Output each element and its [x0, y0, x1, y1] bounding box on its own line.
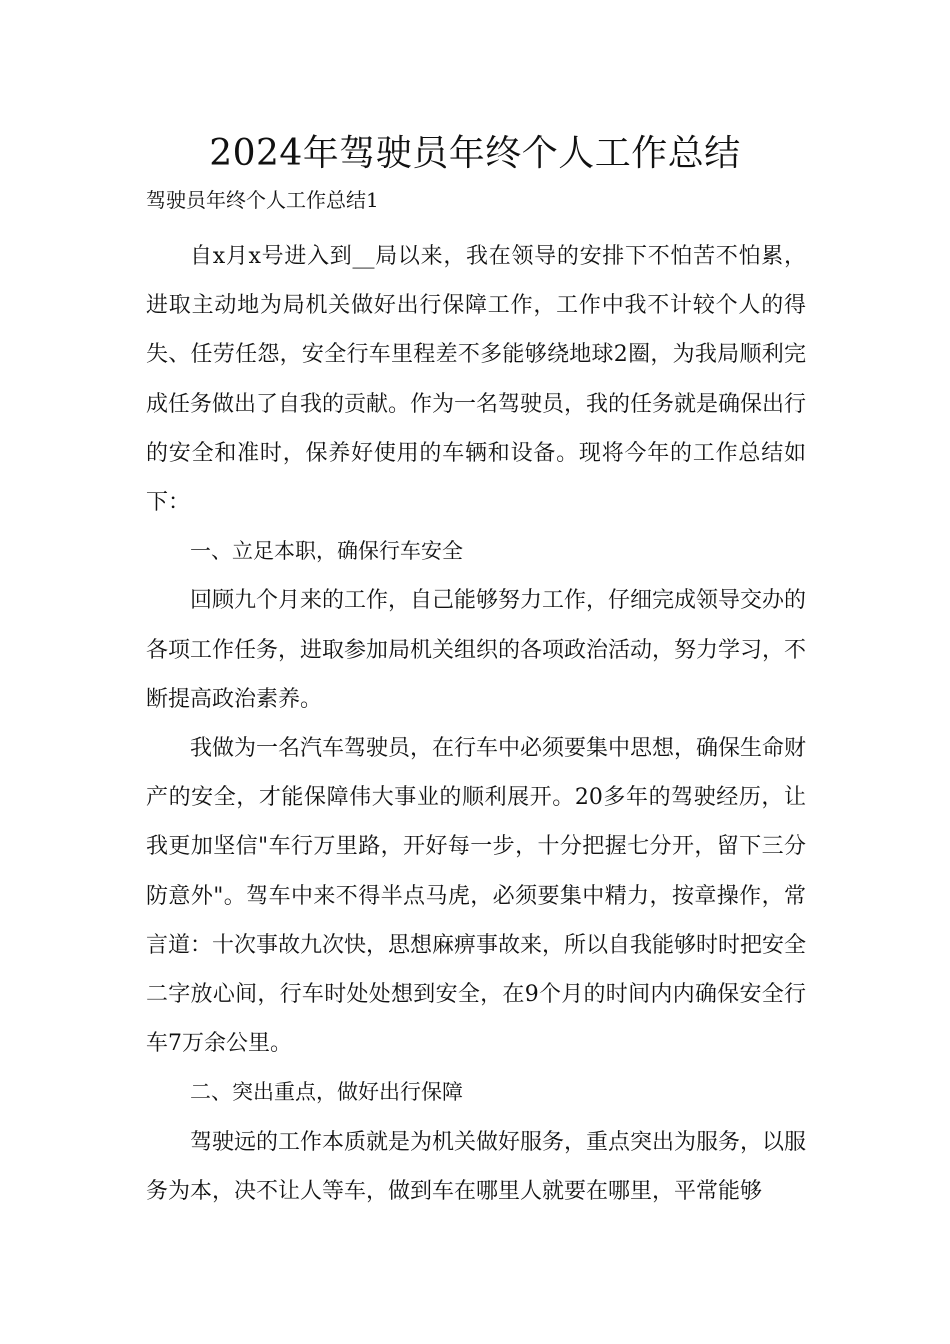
document-subtitle: 驾驶员年终个人工作总结1: [146, 188, 379, 212]
paragraph-service: 驾驶远的工作本质就是为机关做好服务，重点突出为服务，以服务为本，决不让人等车，做到车在哪里人就要在哪里，平常能够: [146, 1129, 807, 1204]
document-title: 2024年驾驶员年终个人工作总结: [209, 133, 741, 174]
paragraph-review: 回顾九个月来的工作，自己能够努力工作，仔细完成领导交办的各项工作任务，进取参加局机关组织的各项政治活动，努力学习，不断提高政治素养。: [146, 588, 807, 712]
document-body: [146, 232, 806, 1216]
section-heading-1: 一、立足本职，确保行车安全: [190, 539, 463, 564]
paragraph-intro: 自x月x号进入到__局以来，我在领导的安排下不怕苦不怕累，进取主动地为局机关做好出行保障工作，工作中我不计较个人的得失、任劳任怨，安全行车里程差不多能够绕地球2圈，为我局顺利完成任务做出了自我的贡献。作为一名驾驶员，我的任务就是确保出行的安全和准时，保养好使用的车辆和设备。现将今年的工作总结如下：: [146, 244, 807, 516]
section-heading-2: 二、突出重点，做好出行保障: [190, 1080, 463, 1105]
paragraph-safety: 我做为一名汽车驾驶员，在行车中必须要集中思想，确保生命财产的安全，才能保障伟大事业的顺利展开。20多年的驾驶经历，让我更加坚信"车行万里路，开好每一步，十分把握七分开，留下三分防意外"。驾车中来不得半点马虎，必须要集中精力，按章操作，常言道：十次事故九次快，思想麻痹事故来，所以自我能够时时把安全二字放心间，行车时处处想到安全，在9个月的时间内内确保安全行车7万余公里。: [146, 736, 807, 1057]
